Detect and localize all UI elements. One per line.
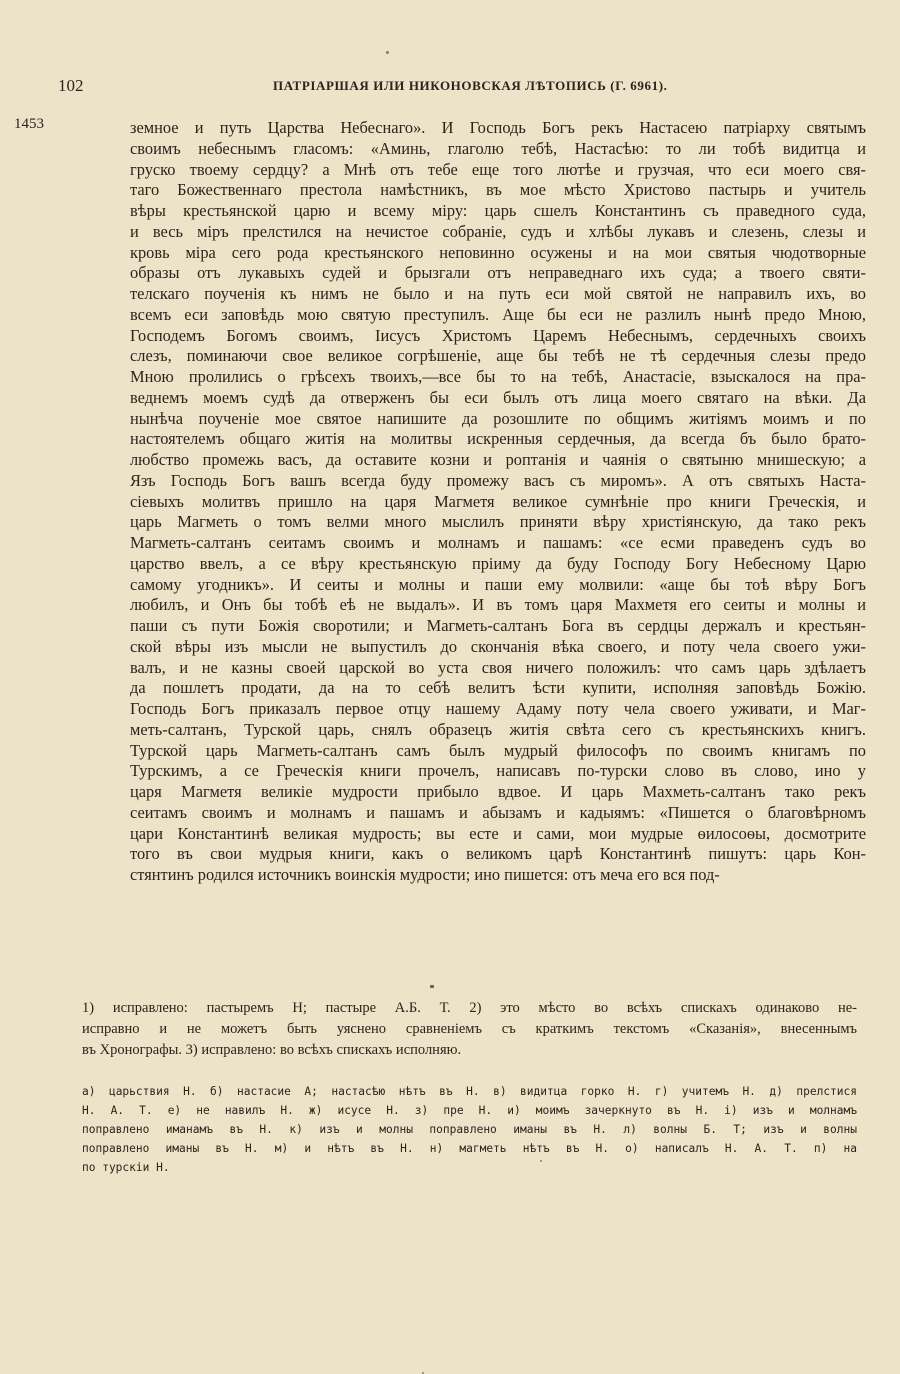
text-line: таго Божественнаго престола намѣстникъ, въ мое мѣсто Христово пастырь и учитель bbox=[130, 180, 866, 200]
text-line: Магметь-салтанъ сеитамъ своимъ и молнамъ и пашамъ: «се есми праведенъ судъ во bbox=[130, 533, 866, 552]
text-line: настоятелемъ общаго житія на молитвы искренныя сердечныя, да всегда бъ было брато- bbox=[130, 429, 866, 449]
lettered-footnotes bbox=[82, 1082, 857, 1177]
text-line: сіевыхъ молитвъ пришло на царя Магметя великое сумнѣніе про книги Греческія, и bbox=[130, 491, 866, 511]
text-line: вѣры крестьянской царю и всему міру: царь сшелъ Константинъ съ праведного суда, bbox=[130, 201, 866, 220]
footnote-line: исправно и не можетъ быть уяснено сравненіемъ съ краткимъ текстомъ «Сказанія», внесеннымъ bbox=[82, 1021, 857, 1037]
text-line: царь Магметь о томъ велми много мыслилъ приняти вѣру христіянскую, да тако рекъ bbox=[130, 512, 866, 532]
text-line: паши съ пути Божія своротили; и Магметь-салтанъ Бога въ сердцы держалъ и крестьян- bbox=[130, 616, 866, 635]
text-line: груско твоему сердцу? а Мнѣ отъ тебе еще того лютѣе и грузчая, что еси моего свя- bbox=[130, 159, 866, 179]
variant-note-line: поправлено иманамъ въ Н. к) изъ и молны поправлено иманы въ Н. л) волны Б. Т; изъ и волны bbox=[82, 1123, 857, 1136]
footnote-line: въ Хронографы. 3) исправлено: во всѣхъ спискахъ исполняю. bbox=[82, 1042, 462, 1058]
text-line: самому угодникъ». И сеиты и молны и паши ему молвили: «аще бы тоѣ вѣру Богъ bbox=[130, 574, 866, 594]
text-line: веднемъ моемъ судѣ да отверженъ бы еси былъ отъ лица моего святаго на вѣки. Да bbox=[130, 387, 866, 407]
page-number: 102 bbox=[58, 76, 84, 95]
margin-year: 1453 bbox=[14, 116, 44, 132]
footnote-line: 1) исправлено: пастыремъ Н; пастыре А.Б. Т. 2) это мѣсто во всѣхъ спискахъ одинаково не- bbox=[82, 1000, 857, 1016]
text-line: Господемъ Богомъ своимъ, Іисусъ Христомъ Царемъ Небеснымъ, сердечныхъ своихъ bbox=[130, 325, 866, 345]
page-header bbox=[58, 76, 848, 100]
variant-note-line: Н. А. Т. е) не навилъ Н. ж) исусе Н. з) пре Н. и) моимъ зачеркнуто въ Н. і) изъ и молнамъ bbox=[82, 1104, 857, 1117]
text-line: меть-салтанъ, Турской царь, снялъ образецъ житія свѣта сего съ крестьянскихъ книгъ. bbox=[130, 719, 866, 739]
text-line: всемъ еси заповѣдь мою святую преступилъ. Аще бы еси не разлилъ нынѣ предо Мною, bbox=[130, 304, 866, 324]
text-line: и весь міръ прелстился на нечистое собраніе, судъ и хлѣбы лукавъ и слезень, слезы и bbox=[130, 221, 866, 241]
variant-note-line: по турскіи Н. bbox=[82, 1161, 170, 1174]
paper-speck bbox=[386, 51, 389, 54]
text-line: любилъ, и Онъ бы тобѣ еѣ не выдалъ». И въ томъ царя Махметя его сеиты и молны и bbox=[130, 595, 866, 615]
text-line: валъ, и не казны своей царской во уста своя ничего положилъ: что самъ царь здѣлаетъ bbox=[130, 657, 866, 677]
text-line: царя Магметя великіе мудрости прибыло вдвое. И царь Махметь-салтанъ тако рекъ bbox=[130, 782, 866, 801]
paper-speck bbox=[540, 1160, 542, 1162]
text-line: царство ввелъ, а се вѣру крестьянскую пріиму да буду Господу Богу Небесному Царю bbox=[130, 553, 866, 573]
numbered-footnotes bbox=[82, 998, 857, 1061]
variant-note-line: а) царьствия Н. б) настасие А; настасѣю нѣтъ въ Н. в) видитца горко Н. г) учитемъ Н. д) прелстися bbox=[82, 1085, 857, 1098]
text-line: Турской царь Магметь-салтанъ самъ былъ мудрый философъ по своимъ книгамъ по bbox=[130, 740, 866, 760]
text-line: земное и путь Царства Небеснаго». И Господь Богъ рекъ Настасею патріарху святымъ bbox=[130, 118, 866, 137]
text-line: цари Константинѣ великая мудрость; вы есте и сами, мои мудрые ѳилосоѳы, досмотрите bbox=[130, 823, 866, 843]
text-line: Господь Богъ приказалъ первое отцу нашему Адаму поту чела своего уживати, и Маг- bbox=[130, 699, 866, 718]
text-line: любство промежь васъ, да оставите козни и роптанія и чаянія о святыню мнишескую; а bbox=[130, 450, 866, 469]
footnote-divider bbox=[430, 985, 434, 988]
running-title: ПАТРІАРШАЯ ИЛИ НИКОНОВСКАЯ ЛѢТОПИСЬ (Г. 6961). bbox=[273, 78, 668, 93]
text-line: образы отъ лукавыхъ судей и брызгали отъ неправеднаго ихъ суда; а твоего святи- bbox=[130, 263, 866, 283]
text-line: Язъ Господь Богъ вашъ всегда буду промежу васъ съ миромъ». А отъ святыхъ Наста- bbox=[130, 470, 866, 490]
text-line: того въ свои мудрыя книги, какъ о великомъ царѣ Константинѣ пишутъ: царь Кон- bbox=[130, 844, 866, 864]
text-line: слезъ, поминаючи свое великое согрѣшеніе, аще бы тебѣ не тѣ сердечныя слезы предо bbox=[130, 346, 866, 366]
text-line: своимъ небеснымъ гласомъ: «Аминь, глаголю тебѣ, Настасѣю: то ли тобѣ видитца и bbox=[130, 138, 866, 158]
text-line: Турскимъ, а се Греческія книги прочелъ, написавъ по-турски слово въ слово, ино у bbox=[130, 761, 866, 781]
text-line: кровь міра сего рода крестьянского неповинно осужены и на мои святыя чюдотворные bbox=[130, 242, 866, 262]
text-line: нынѣча поученіе мое святое напишите да розошлите по общимъ житіямъ моимъ и по bbox=[130, 408, 866, 428]
text-line: телскаго поученія къ нимъ не было и на путь еси мой святой не направилъ ихъ, во bbox=[130, 284, 866, 303]
text-line: да пошлетъ продати, да на то себѣ велитъ ѣсти купити, исполняя заповѣдь Божію. bbox=[130, 678, 866, 698]
text-line: сеитамъ своимъ и молнамъ и пашамъ и абызамъ и кадыямъ: «Пишется о благовѣрномъ bbox=[130, 802, 866, 822]
text-line: Мною пролились о грѣсехъ твоихъ,—все бы то на тебѣ, Анастасіе, взыскалося на пра- bbox=[130, 367, 866, 386]
text-line: ской вѣры изъ мысли не выпустилъ до скончанія вѣка своего, и поту чела своего ужи- bbox=[130, 636, 866, 656]
variant-note-line: поправлено иманы въ Н. м) и нѣтъ въ Н. н) магметь нѣтъ въ Н. о) написалъ Н. А. Т. п) на bbox=[82, 1142, 857, 1155]
main-text-block bbox=[130, 118, 866, 886]
text-line: стянтинъ родился источникъ воинскія мудрости; ино пишется: отъ меча его вся под- bbox=[130, 865, 720, 884]
